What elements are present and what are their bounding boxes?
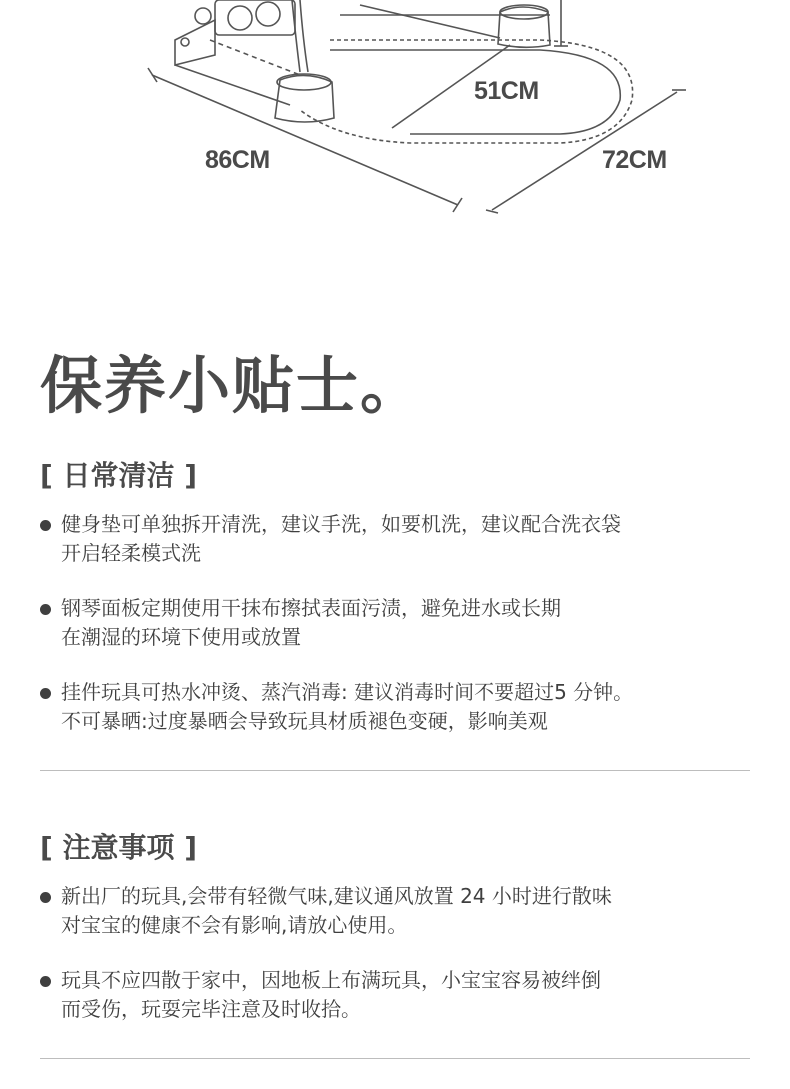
list-item-line: 在潮湿的环境下使用或放置 bbox=[61, 625, 301, 649]
list-item-line: 钢琴面板定期使用干抹布擦拭表面污渍，避免进水或长期 bbox=[61, 596, 561, 620]
bullet-dot-icon bbox=[40, 520, 51, 531]
width-dimension-label: 72CM bbox=[602, 146, 667, 174]
bullet-dot-icon bbox=[40, 604, 51, 615]
list-item bbox=[40, 594, 760, 652]
list-item-line: 不可暴晒:过度暴晒会导致玩具材质褪色变硬，影响美观 bbox=[61, 709, 548, 733]
list-item-line: 玩具不应四散于家中，因地板上布满玩具，小宝宝容易被绊倒 bbox=[61, 968, 601, 992]
list-item-line: 新出厂的玩具,会带有轻微气味,建议通风放置 24 小时进行散味 bbox=[61, 884, 612, 908]
list-item-line: 健身垫可单独拆开清洗，建议手洗，如要机洗，建议配合洗衣袋 bbox=[61, 512, 621, 536]
page-title: 保养小贴士。 bbox=[40, 349, 425, 422]
list-item bbox=[40, 510, 760, 568]
length-dimension-label: 86CM bbox=[205, 146, 270, 174]
product-dimension-diagram bbox=[0, 0, 790, 260]
bullet-dot-icon bbox=[40, 892, 51, 903]
list-item-line: 开启轻柔模式洗 bbox=[61, 541, 201, 565]
list-item-line: 而受伤，玩耍完毕注意及时收拾。 bbox=[61, 997, 361, 1021]
list-item-line: 对宝宝的健康不会有影响,请放心使用。 bbox=[61, 913, 408, 937]
section-divider bbox=[40, 770, 750, 771]
list-item bbox=[40, 966, 760, 1024]
section-heading-precautions: [ 注意事项 ] bbox=[40, 831, 198, 864]
section-heading-daily-cleaning: [ 日常清洁 ] bbox=[40, 459, 198, 492]
depth-dimension-label: 51CM bbox=[474, 77, 539, 105]
play-mat-illustration bbox=[0, 0, 790, 260]
list-item-line: 挂件玩具可热水冲烫、蒸汽消毒: 建议消毒时间不要超过5 分钟。 bbox=[61, 680, 634, 704]
bullet-dot-icon bbox=[40, 688, 51, 699]
list-item bbox=[40, 882, 760, 940]
list-item bbox=[40, 678, 760, 736]
bullet-dot-icon bbox=[40, 976, 51, 987]
section-divider bbox=[40, 1058, 750, 1059]
